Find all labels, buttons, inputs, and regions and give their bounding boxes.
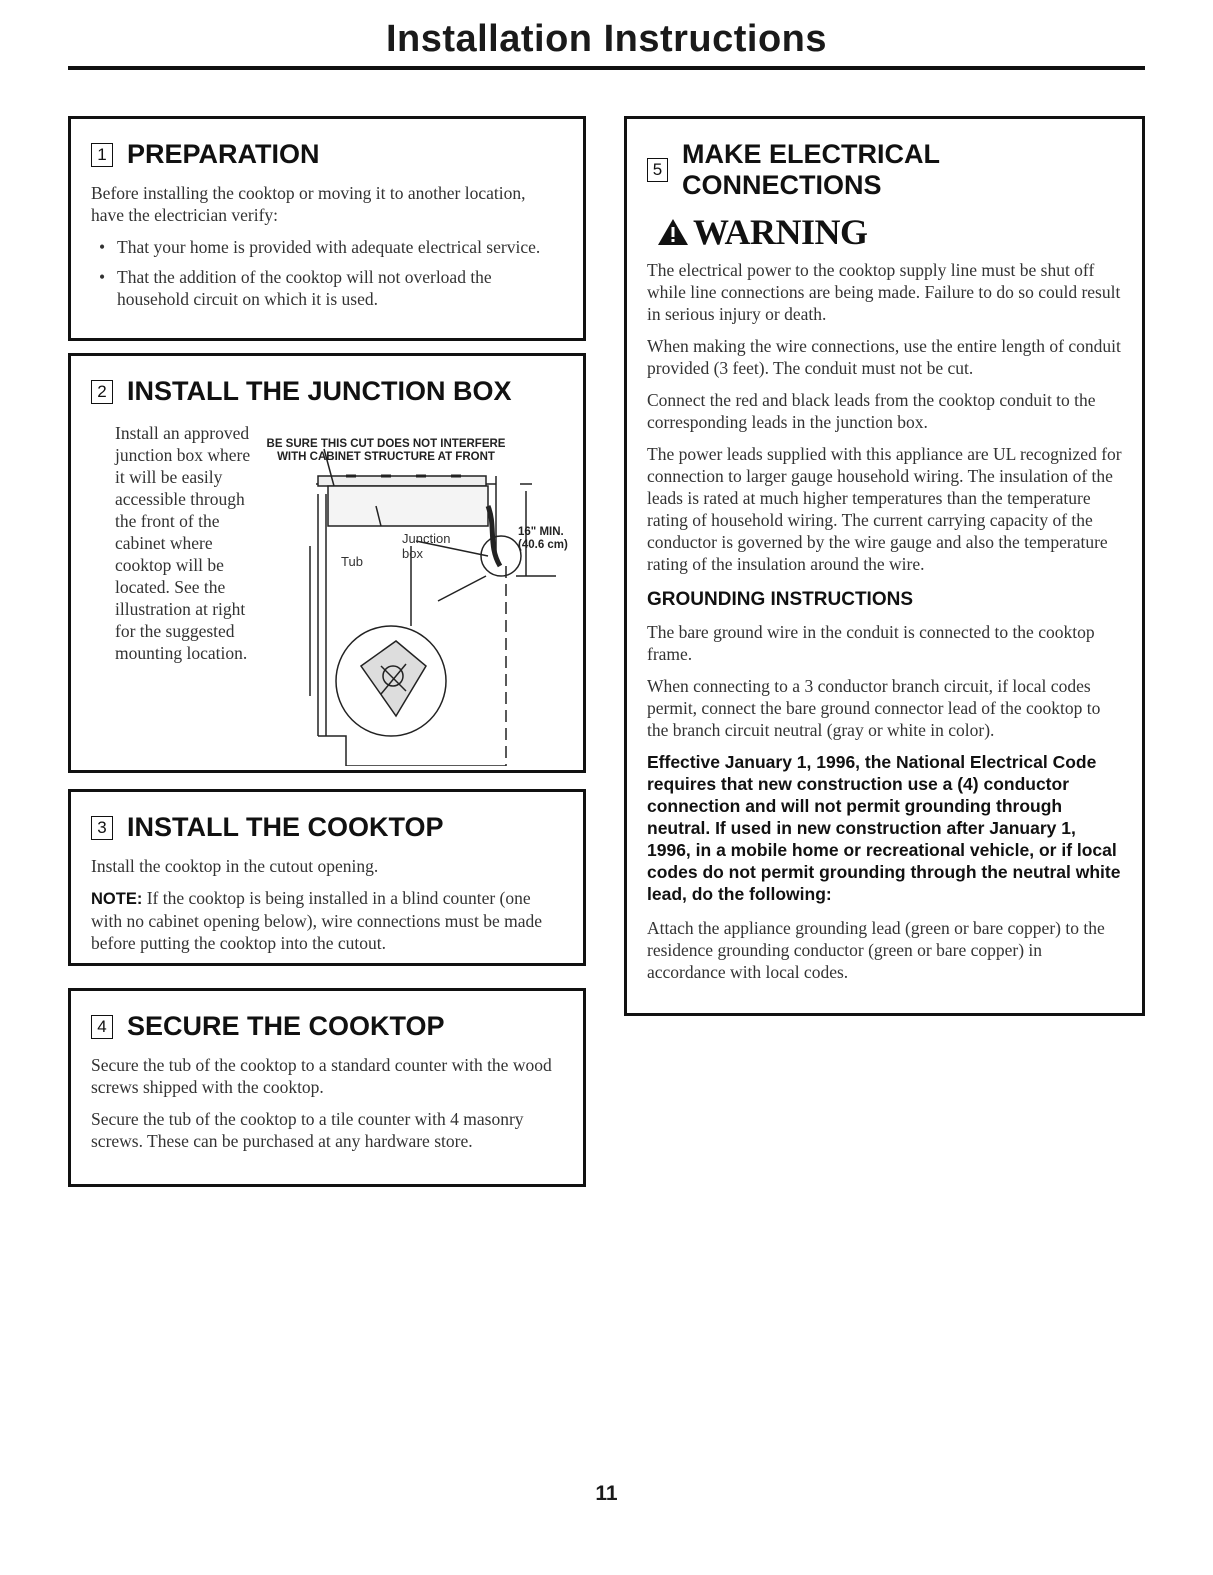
dimension-line: (40.6 cm) (518, 539, 568, 551)
section-title: SECURE THE COOKTOP (127, 1011, 445, 1041)
section-install-cooktop (68, 789, 586, 966)
body-paragraph: When connecting to a 3 conductor branch circuit, if local codes permit, connect the bare ground connector lead of the cooktop to the branch circuit neutral (gray or white in color). (647, 676, 1101, 740)
bullet-item: • That the addition of the cooktop will not overload the household circuit on which it is used. (91, 266, 561, 310)
section-body (91, 182, 561, 310)
dimension-line: 16" MIN. (518, 526, 564, 538)
caption-line: WITH CABINET STRUCTURE AT FRONT (277, 451, 495, 463)
section-number: 4 (91, 1015, 113, 1039)
section-number: 3 (91, 816, 113, 840)
section-title: INSTALL THE COOKTOP (127, 812, 444, 842)
final-body (647, 917, 1124, 983)
note-text: If the cooktop is being installed in a blind counter (one with no cabinet opening below), wire connections must be made before putting the cooktop into the cutout. (91, 888, 542, 953)
code-requirement-paragraph: Effective January 1, 1996, the National Electrical Code requires that new construction use a (4) conductor connection and will not permit grounding through neutral. If used in new construction after January 1, 1996, in a mobile home or recreational vehicle, or if local codes do not permit grounding through the neutral white lead, do the following: (647, 752, 1121, 904)
section-number: 5 (647, 158, 668, 182)
body-paragraph: Secure the tub of the cooktop to a tile counter with 4 masonry screws. These can be purchased at any hardware store. (91, 1109, 524, 1151)
grounding-heading: GROUNDING INSTRUCTIONS (647, 589, 913, 610)
section-junction-box (68, 353, 586, 773)
body-paragraph: Secure the tub of the cooktop to a standard counter with the wood screws shipped with the cooktop. (91, 1055, 552, 1097)
intro-text: Before installing the cooktop or moving it to another location, have the electrician verify: (91, 183, 526, 225)
label-tub: Tub (341, 554, 363, 569)
section-body (91, 1054, 561, 1152)
note-paragraph (91, 887, 561, 954)
body-paragraph: Install the cooktop in the cutout opening. (91, 856, 379, 876)
section-body (647, 259, 1124, 575)
warning-heading (657, 211, 1124, 253)
section-number: 2 (91, 380, 113, 404)
body-paragraph: The power leads supplied with this appliance are UL recognized for connection to larger gauge household wiring. The insulation of the leads is rated at much higher temperatures than the temperature rating of household wiring. The current carrying capacity of the conductor is governed by the wire gauge and also the temperature rating of the insulation around the wire. (647, 444, 1122, 574)
body-paragraph: The bare ground wire in the conduit is connected to the cooktop frame. (647, 622, 1095, 664)
body-paragraph: The electrical power to the cooktop supply line must be shut off while line connections are being made. Failure to do so could result in serious injury or death. (647, 260, 1121, 324)
section-heading (647, 139, 1124, 201)
section-title: PREPARATION (127, 139, 320, 169)
page-number: 11 (595, 1482, 618, 1505)
grounding-body (647, 621, 1124, 741)
section-secure-cooktop (68, 988, 586, 1187)
body-paragraph: Attach the appliance grounding lead (green or bare copper) to the residence grounding conductor (green or bare copper) in accordance with local codes. (647, 918, 1105, 982)
section-heading (91, 139, 561, 170)
label-box: box (402, 546, 423, 561)
title-rule (68, 66, 1145, 70)
note-label: NOTE: (91, 890, 143, 908)
section-preparation (68, 116, 586, 341)
junction-box-diagram (256, 436, 566, 766)
body-paragraph: When making the wire connections, use the entire length of conduit provided (3 feet). The conduit must not be cut. (647, 336, 1121, 378)
section-title: MAKE ELECTRICAL CONNECTIONS (682, 139, 940, 200)
bullet-item: • That your home is provided with adequate electrical service. (91, 236, 561, 258)
section-body (91, 855, 561, 954)
section-title: INSTALL THE JUNCTION BOX (127, 376, 512, 406)
junction-box-text: Install an approved junction box where it will be easily accessible through the front of the cabinet where cooktop will be located. See the illustration at right for the suggested mounting location. (115, 423, 251, 663)
caption-line: BE SURE THIS CUT DOES NOT INTERFERE (266, 438, 506, 450)
section-heading (91, 812, 561, 843)
warning-word: WARNING (693, 212, 868, 252)
section-electrical (624, 116, 1145, 1016)
bullet-list (91, 236, 561, 310)
section-number: 1 (91, 143, 113, 167)
page-title: Installation Instructions (385, 18, 828, 60)
body-paragraph: Connect the red and black leads from the cooktop conduit to the corresponding leads in the junction box. (647, 390, 1096, 432)
diagram-drawing (256, 436, 566, 766)
dimension-label (518, 526, 578, 552)
section-heading (91, 1011, 561, 1042)
section-heading (91, 376, 561, 407)
label-junction: Junction (402, 531, 451, 546)
warning-icon (657, 217, 689, 247)
